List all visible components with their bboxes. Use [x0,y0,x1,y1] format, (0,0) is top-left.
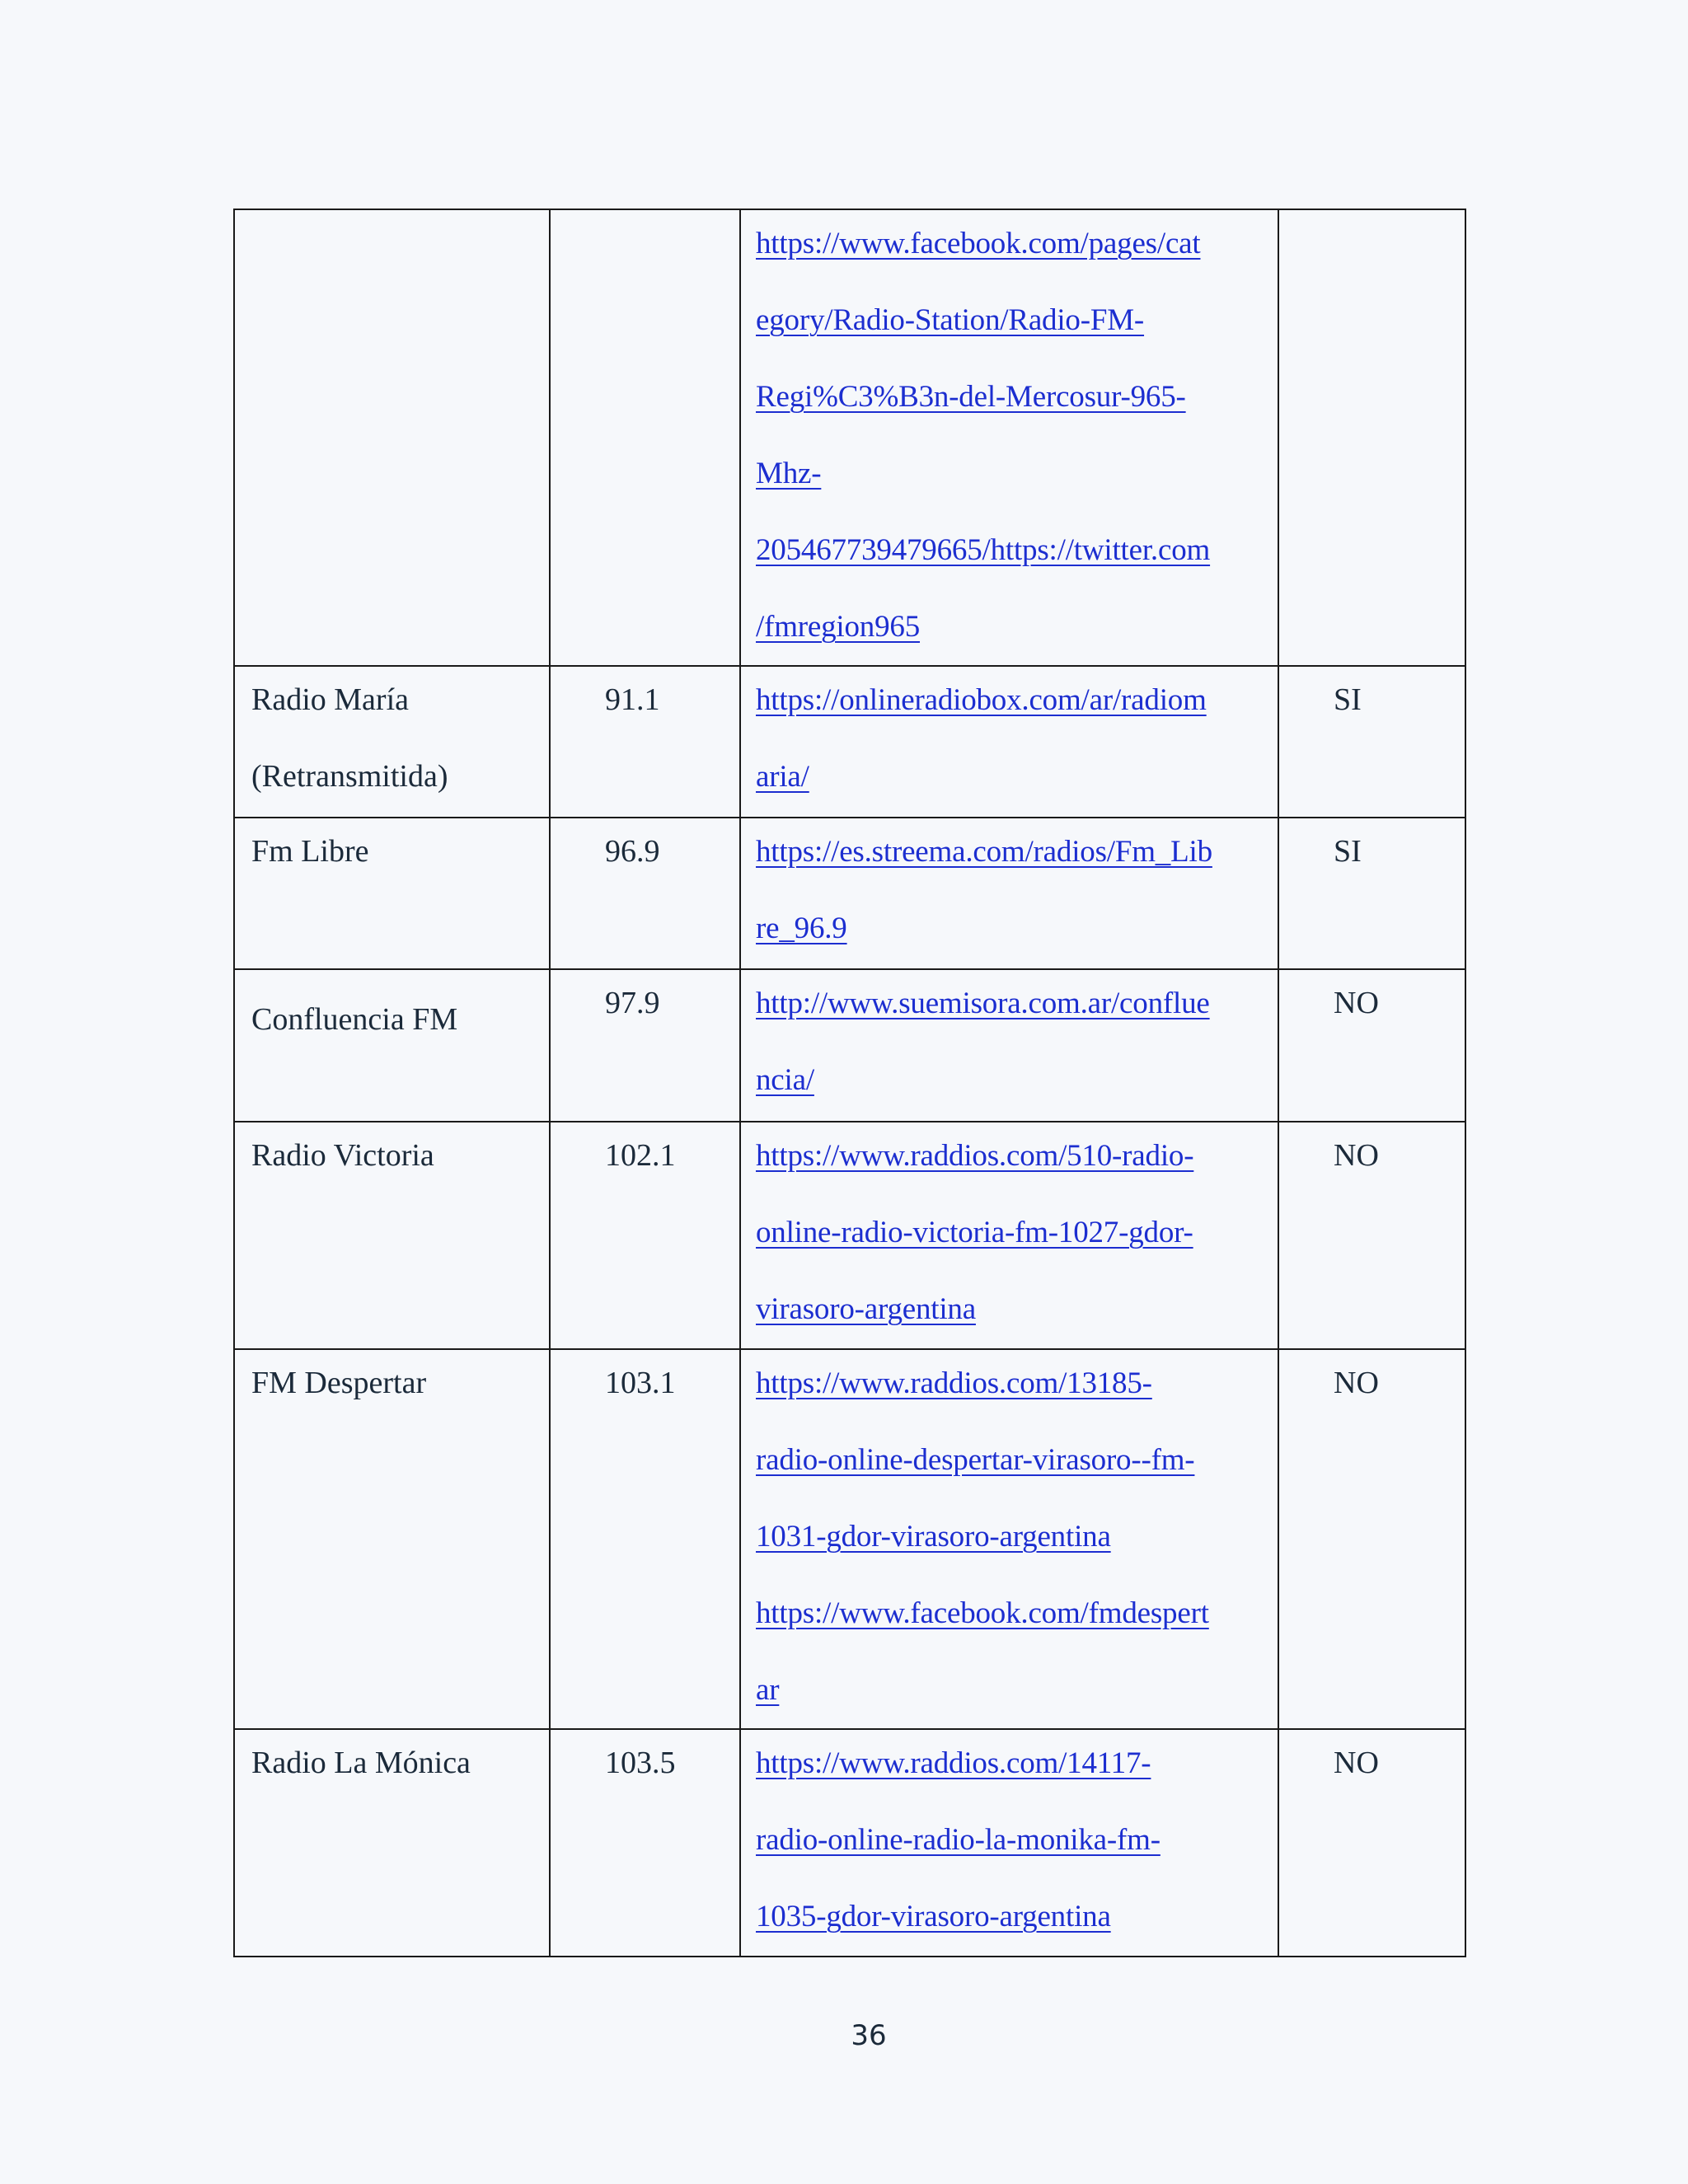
frequency-cell [550,818,740,969]
frequency-cell [550,1349,740,1729]
frequency-cell [550,209,740,666]
station-name: Fm Libre [251,834,369,869]
station-name-cell [234,818,550,969]
online-status: SI [1334,834,1362,869]
table-row [234,666,1465,818]
links-cell [740,666,1278,818]
links-cell [740,1122,1278,1349]
online-status-cell [1278,209,1465,666]
station-name: Radio Victoria [251,1138,434,1173]
station-name-cell [234,1349,550,1729]
station-link[interactable]: https://www.raddios.com/14117- [756,1746,1151,1780]
online-status: NO [1334,1366,1379,1400]
station-name-cell [234,1729,550,1957]
frequency-cell [550,1729,740,1957]
station-link[interactable]: https://www.facebook.com/fmdespert [756,1596,1209,1630]
station-link[interactable]: https://es.streema.com/radios/Fm_Lib [756,835,1212,869]
page-number: 36 [851,2019,887,2052]
links-cell [740,1729,1278,1957]
station-link[interactable]: /fmregion965 [756,610,921,644]
table-row [234,969,1465,1122]
station-link[interactable]: 1035-gdor-virasoro-argentina [756,1900,1111,1933]
online-status: NO [1334,986,1379,1020]
online-status: NO [1334,1138,1379,1173]
station-link[interactable]: 205467739479665/https://twitter.com [756,533,1211,567]
station-name-cell [234,666,550,818]
table-row [234,818,1465,969]
station-name: Confluencia FM [251,1002,458,1037]
station-link[interactable]: aria/ [756,760,809,794]
station-link[interactable]: https://www.raddios.com/510-radio- [756,1139,1194,1173]
table-row [234,1122,1465,1349]
links-cell [740,818,1278,969]
station-link[interactable]: http://www.suemisora.com.ar/conflue [756,987,1210,1020]
station-link[interactable]: egory/Radio-Station/Radio-FM- [756,303,1145,337]
frequency-value: 96.9 [605,834,660,869]
online-status-cell [1278,666,1465,818]
station-name-cell [234,1122,550,1349]
table-row [234,1729,1465,1957]
frequency-value: 102.1 [605,1138,676,1173]
frequency-cell [550,969,740,1122]
station-link[interactable]: radio-online-despertar-virasoro--fm- [756,1443,1195,1477]
frequency-cell [550,666,740,818]
station-name: Radio La Mónica [251,1746,471,1780]
station-link[interactable]: https://www.raddios.com/13185- [756,1366,1152,1400]
online-status: NO [1334,1746,1379,1780]
table-row [234,1349,1465,1729]
station-name: FM Despertar [251,1366,427,1400]
online-status-cell [1278,1349,1465,1729]
table-body [234,209,1465,1957]
station-link[interactable]: ncia/ [756,1063,814,1097]
table-row [234,209,1465,666]
station-link[interactable]: Mhz- [756,457,822,490]
station-link[interactable]: re_96.9 [756,912,847,945]
online-status-cell [1278,1122,1465,1349]
station-link[interactable]: radio-online-radio-la-monika-fm- [756,1823,1160,1857]
station-link[interactable]: https://www.facebook.com/pages/cat [756,227,1201,260]
links-cell [740,969,1278,1122]
online-status-cell [1278,969,1465,1122]
station-name: Radio María [251,682,410,717]
station-link[interactable]: Regi%C3%B3n-del-Mercosur-965- [756,380,1186,414]
radio-stations-table [233,209,1466,1957]
station-name-cell [234,209,550,666]
online-status-cell [1278,1729,1465,1957]
station-link[interactable]: https://onlineradiobox.com/ar/radiom [756,683,1207,717]
links-cell [740,209,1278,666]
station-name: (Retransmitida) [251,759,448,794]
online-status-cell [1278,818,1465,969]
frequency-value: 103.1 [605,1366,676,1400]
station-link[interactable]: ar [756,1673,780,1707]
frequency-value: 103.5 [605,1746,676,1780]
links-cell [740,1349,1278,1729]
online-status: SI [1334,682,1362,717]
station-link[interactable]: virasoro-argentina [756,1292,976,1326]
station-link[interactable]: 1031-gdor-virasoro-argentina [756,1520,1111,1554]
frequency-value: 91.1 [605,682,660,717]
station-name-cell [234,969,550,1122]
frequency-value: 97.9 [605,986,660,1020]
frequency-cell [550,1122,740,1349]
station-link[interactable]: online-radio-victoria-fm-1027-gdor- [756,1216,1193,1249]
